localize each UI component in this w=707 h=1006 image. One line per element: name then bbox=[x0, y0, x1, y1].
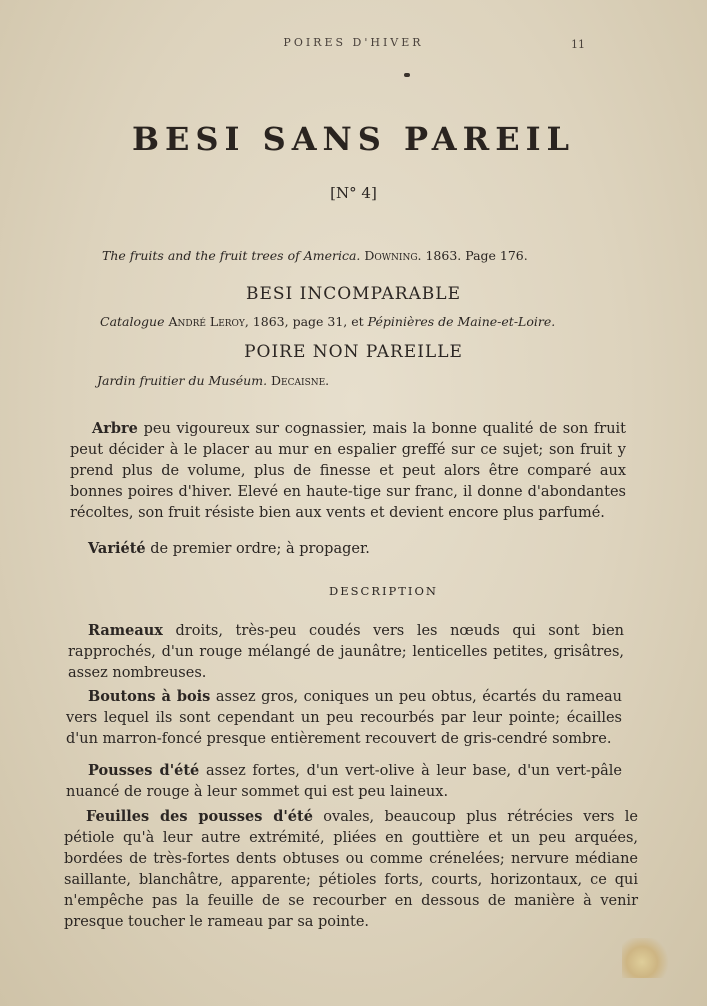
paragraph-text: assez fortes, d'un vert-olive à leur base, d'un vert-pâle nuancé de rouge à leur sommet qui est peu laineux. bbox=[66, 763, 622, 800]
synonym-2: POIRE NON PAREILLE bbox=[244, 342, 463, 362]
paragraph-label: Variété bbox=[88, 540, 146, 557]
paragraph-boutons bbox=[66, 686, 622, 750]
paragraph-rameaux bbox=[68, 620, 624, 684]
reference-downing bbox=[102, 248, 528, 263]
paragraph-label: Pousses d'été bbox=[88, 762, 200, 779]
reference-author: André Leroy bbox=[168, 314, 245, 329]
synonym-1: BESI INCOMPARABLE bbox=[245, 284, 462, 304]
ink-dot bbox=[404, 73, 410, 77]
reference-pre: Catalogue bbox=[100, 314, 165, 329]
page-title: BESI SANS PAREIL bbox=[131, 120, 576, 158]
description-heading: DESCRIPTION bbox=[329, 584, 438, 598]
reference-author: Decaisne. bbox=[271, 373, 330, 388]
paragraph-variete bbox=[88, 538, 370, 560]
variety-number: [N° 4] bbox=[330, 184, 377, 202]
paragraph-label: Feuilles des pousses d'été bbox=[86, 808, 313, 825]
reference-leroy bbox=[100, 314, 555, 329]
reference-title: Jardin fruitier du Muséum. bbox=[97, 373, 268, 388]
paragraph-label: Arbre bbox=[92, 420, 138, 437]
reference-details: . 1863. Page 176. bbox=[417, 248, 528, 263]
running-head: POIRES D'HIVER bbox=[283, 36, 424, 49]
paragraph-pousses bbox=[66, 760, 622, 803]
reference-decaisne bbox=[97, 373, 329, 388]
paragraph-text: de premier ordre; à propager. bbox=[145, 541, 370, 557]
paragraph-feuilles bbox=[64, 806, 638, 933]
flower-stain bbox=[622, 938, 672, 978]
reference-title: The fruits and the fruit trees of America. bbox=[102, 248, 361, 263]
paragraph-text: assez gros, coniques un peu obtus, écartés du rameau vers lequel ils sont cependant un peu recourbés par leur pointe; écailles d'un marron-foncé presque entièrement recouvert de gris-cendré sombre. bbox=[66, 689, 622, 747]
paragraph-label: Boutons à bois bbox=[88, 688, 211, 705]
reference-author: Downing bbox=[364, 248, 418, 263]
paragraph-text: ovales, beaucoup plus rétrécies vers le pétiole qu'à leur autre extrémité, pliées en gouttière et un peu arquées, bordées de très-fortes dents obtuses ou comme crénelées; nervure médiane saillante, blanchâtre, apparente; pétioles forts, courts, horizontaux, ce qui n'empêche pas la feuille de se recourber en dessous de manière à venir presque toucher le rameau par sa pointe. bbox=[64, 809, 638, 930]
page-number: 11 bbox=[571, 38, 585, 51]
paragraph-text: peu vigoureux sur cognassier, mais la bonne qualité de son fruit peut décider à le placer au mur en espalier greffé sur ce sujet; son fruit y prend plus de volume, plus de finesse et peut alors être comparé aux bonnes poires d'hiver. Elevé en haute-tige sur franc, il donne d'abondantes récoltes, son fruit résiste bien aux vents et devient encore plus parfumé. bbox=[70, 421, 626, 521]
reference-mid: , 1863, page 31, et bbox=[244, 314, 364, 329]
paragraph-text: droits, très-peu coudés vers les nœuds qui sont bien rapprochés, d'un rouge mélangé de jaunâtre; lenticelles petites, grisâtres, assez nombreuses. bbox=[68, 623, 624, 681]
paragraph-arbre bbox=[70, 418, 626, 524]
paragraph-label: Rameaux bbox=[88, 622, 163, 639]
reference-title: Pépinières de Maine-et-Loire. bbox=[367, 314, 556, 329]
